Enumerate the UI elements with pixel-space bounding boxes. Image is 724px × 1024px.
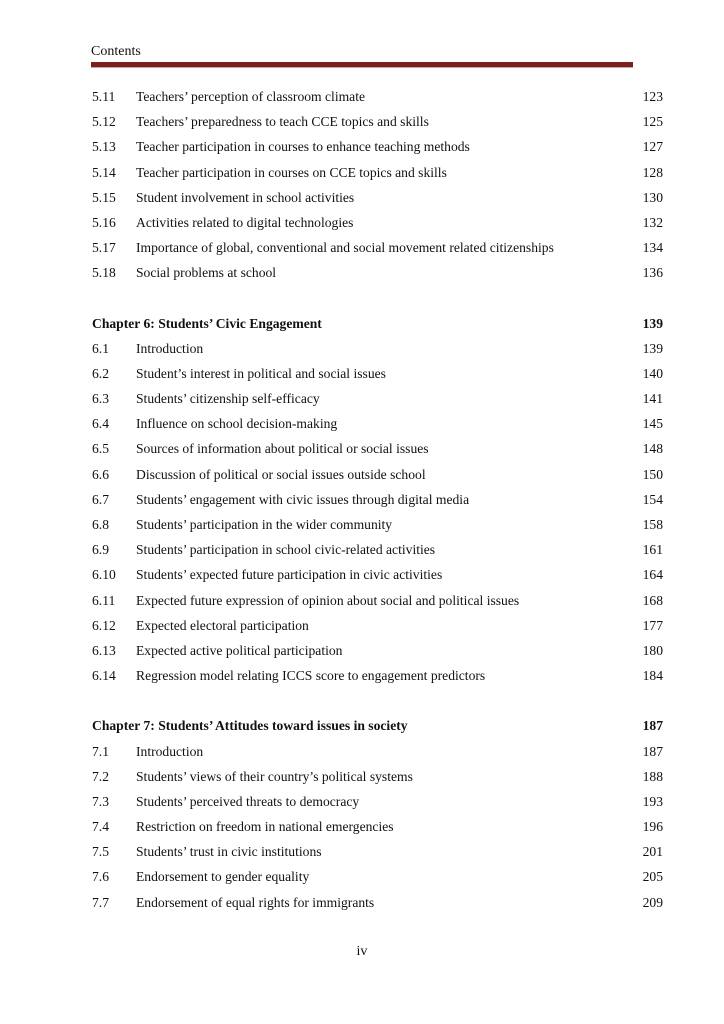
toc-entry-title: Students’ views of their country’s political systems <box>136 768 413 784</box>
toc-entry-number: 7.4 <box>92 819 109 835</box>
toc-entry-number: 6.1 <box>92 340 109 356</box>
header-rule <box>91 62 633 68</box>
toc-entry <box>92 492 663 517</box>
toc-entry-title: Introduction <box>136 340 204 356</box>
toc-entry-title: Introduction <box>136 743 204 759</box>
toc-entry-number: 7.7 <box>92 894 109 910</box>
chapter-title: Chapter 7: Students’ Attitudes toward issues in society <box>92 718 408 734</box>
toc-entry-number: 5.13 <box>92 139 116 155</box>
toc-entry-number: 5.15 <box>92 189 116 205</box>
toc-entry-number: 5.14 <box>92 164 116 180</box>
toc-entry-title: Endorsement of equal rights for immigrants <box>136 894 375 910</box>
toc-entry-number: 5.18 <box>92 265 116 281</box>
toc-entry-title: Students’ perceived threats to democracy <box>136 793 360 809</box>
toc-entry <box>92 114 663 139</box>
toc-page-number: 187 <box>642 743 663 759</box>
toc-entry-title: Expected electoral participation <box>136 617 309 633</box>
toc-entry-title: Student involvement in school activities <box>136 189 355 205</box>
toc-entry <box>92 215 663 240</box>
toc-entry <box>92 567 663 592</box>
toc-entry-title: Students’ citizenship self-efficacy <box>136 391 320 407</box>
page-number: iv <box>356 944 368 959</box>
toc-entry-title: Activities related to digital technologies <box>136 214 354 230</box>
toc-entry <box>92 441 663 466</box>
toc-entry <box>92 643 663 668</box>
toc-entry <box>92 542 663 567</box>
toc-entry-number: 6.2 <box>92 365 109 381</box>
toc-entry <box>92 190 663 215</box>
toc-entry-number: 6.11 <box>92 592 116 608</box>
table-of-contents <box>92 89 663 920</box>
toc-entry-title: Sources of information about political or social issues <box>136 441 429 457</box>
toc-entry-title: Teachers’ preparedness to teach CCE topics and skills <box>136 114 429 130</box>
toc-page-number: 158 <box>642 517 663 532</box>
toc-page-number: 123 <box>642 89 663 104</box>
toc-page-number: 132 <box>642 214 663 230</box>
toc-entry <box>92 895 663 920</box>
toc-entry <box>92 240 663 265</box>
toc-page-number: 205 <box>642 869 663 885</box>
toc-entry-title: Teacher participation in courses to enhance teaching methods <box>136 139 470 155</box>
toc-entry-number: 6.6 <box>92 466 109 482</box>
toc-entry <box>92 139 663 164</box>
toc-entry <box>92 165 663 190</box>
toc-entry-number: 7.3 <box>92 793 109 809</box>
chapter-title: Chapter 6: Students’ Civic Engagement <box>92 315 322 331</box>
toc-entry <box>92 844 663 869</box>
toc-page-number: 127 <box>642 139 663 155</box>
toc-entry-number: 7.5 <box>92 844 109 860</box>
toc-page-number: 180 <box>642 642 663 658</box>
toc-entry <box>92 89 663 114</box>
toc-entry-title: Teacher participation in courses on CCE topics and skills <box>136 164 447 180</box>
toc-entry <box>92 869 663 894</box>
toc-entry-title: Importance of global, conventional and social movement related citizenships <box>136 240 554 256</box>
toc-page-number: 136 <box>642 265 663 281</box>
toc-page-number: 196 <box>642 819 663 835</box>
toc-page-number: 150 <box>642 466 663 482</box>
toc-entry-title: Students’ trust in civic institutions <box>136 844 322 860</box>
toc-entry <box>92 416 663 441</box>
toc-entry <box>92 366 663 391</box>
toc-page-number: 177 <box>642 617 663 633</box>
toc-entry <box>92 769 663 794</box>
toc-entry-number: 7.2 <box>92 768 109 784</box>
toc-page-number: 139 <box>642 340 663 356</box>
toc-entry <box>92 668 663 693</box>
toc-entry <box>92 819 663 844</box>
toc-entry-number: 6.8 <box>92 517 109 532</box>
toc-entry-title: Endorsement to gender equality <box>136 869 310 885</box>
toc-page-number: 168 <box>642 592 663 608</box>
toc-page-number: 145 <box>642 416 663 432</box>
toc-entry-title: Teachers’ perception of classroom climate <box>136 89 366 104</box>
toc-entry <box>92 341 663 366</box>
toc-page-number: 187 <box>642 718 663 734</box>
toc-page-number: 164 <box>642 567 663 583</box>
running-header: Contents <box>91 44 141 59</box>
toc-entry-title: Influence on school decision-making <box>136 416 338 432</box>
toc-page-number: 128 <box>642 164 663 180</box>
toc-page-number: 209 <box>642 894 663 910</box>
toc-entry-title: Social problems at school <box>136 265 277 281</box>
toc-page-number: 125 <box>642 114 663 130</box>
toc-entry-title: Restriction on freedom in national emergencies <box>136 819 394 835</box>
toc-page-number: 139 <box>642 315 663 331</box>
toc-entry-number: 6.5 <box>92 441 109 457</box>
toc-entry <box>92 517 663 542</box>
toc-entry-title: Students’ engagement with civic issues through digital media <box>136 491 470 507</box>
toc-entry <box>92 467 663 492</box>
toc-page-number: 161 <box>642 542 663 558</box>
toc-entry-title: Students’ participation in the wider community <box>136 517 393 532</box>
toc-entry-number: 6.12 <box>92 617 116 633</box>
toc-entry-number: 6.4 <box>92 416 109 432</box>
toc-entry-title: Discussion of political or social issues outside school <box>136 466 426 482</box>
toc-page-number: 140 <box>642 365 663 381</box>
toc-page-number: 148 <box>642 441 663 457</box>
toc-entry <box>92 265 663 290</box>
toc-entry-number: 5.12 <box>92 114 116 130</box>
toc-page-number: 154 <box>642 491 663 507</box>
toc-entry-number: 6.10 <box>92 567 116 583</box>
toc-entry <box>92 618 663 643</box>
toc-entry-number: 5.16 <box>92 214 116 230</box>
toc-entry <box>92 744 663 769</box>
toc-entry-number: 6.13 <box>92 642 116 658</box>
toc-chapter-heading <box>92 718 663 743</box>
toc-entry-title: Regression model relating ICCS score to engagement predictors <box>136 668 486 684</box>
toc-entry-title: Student’s interest in political and social issues <box>136 365 386 381</box>
toc-entry-number: 6.14 <box>92 668 116 684</box>
toc-page-number: 184 <box>642 668 663 684</box>
toc-entry-number: 7.1 <box>92 743 109 759</box>
toc-entry-number: 5.17 <box>92 240 116 256</box>
toc-entry-number: 6.7 <box>92 491 109 507</box>
toc-entry-number: 6.3 <box>92 391 109 407</box>
toc-entry-title: Expected active political participation <box>136 642 343 658</box>
toc-entry-number: 6.9 <box>92 542 109 558</box>
toc-page-number: 193 <box>642 793 663 809</box>
toc-entry <box>92 391 663 416</box>
toc-entry-title: Students’ expected future participation in civic activities <box>136 567 443 583</box>
toc-page-number: 188 <box>642 768 663 784</box>
toc-entry <box>92 794 663 819</box>
toc-page-number: 130 <box>642 189 663 205</box>
toc-page-number: 134 <box>642 240 663 256</box>
toc-entry-number: 5.11 <box>92 89 116 104</box>
toc-page-number: 141 <box>642 391 663 407</box>
toc-chapter-heading <box>92 316 663 341</box>
toc-entry-title: Students’ participation in school civic-related activities <box>136 542 436 558</box>
toc-entry-title: Expected future expression of opinion about social and political issues <box>136 592 520 608</box>
toc-page-number: 201 <box>642 844 663 860</box>
toc-entry <box>92 593 663 618</box>
toc-entry-number: 7.6 <box>92 869 109 885</box>
